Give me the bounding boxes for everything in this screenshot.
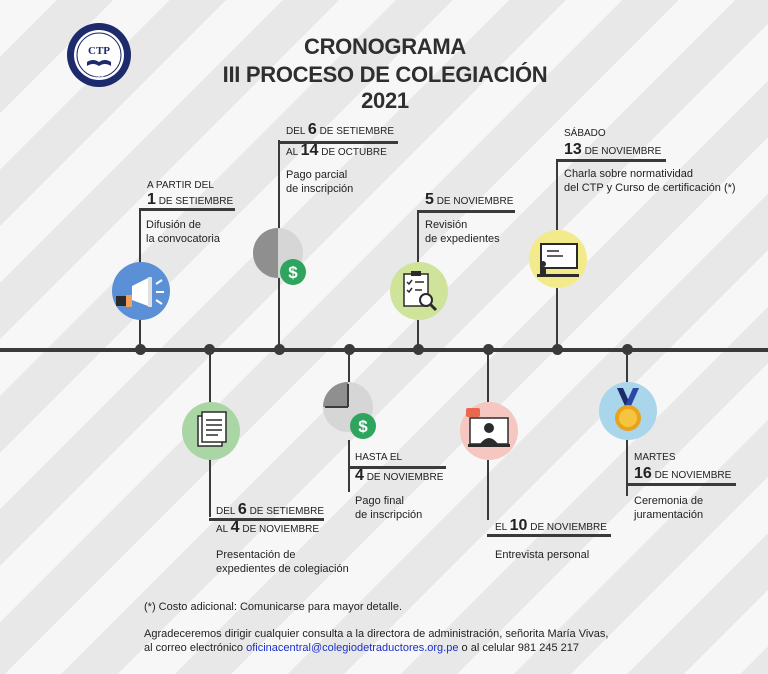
event-7-date: 13 DE NOVIEMBRE [564,141,662,158]
event-6-connector-top [487,352,489,402]
footer-contact-post: o al celular 981 245 217 [461,642,579,654]
event-4-date: 4 DE NOVIEMBRE [355,467,444,484]
event-1-date [147,192,233,210]
footer-note: (*) Costo adicional: Comunicarse para mayor detalle. [144,601,403,613]
footer-contact-pre: al correo electrónico [144,642,244,654]
svg-text:$: $ [288,263,298,282]
event-5-desc-1: Revisión [425,219,468,231]
event-2-date-start: DEL 6 DE SETIEMBRE [216,501,325,518]
event-8-connector-top [626,352,628,382]
event-5-date: 5 DE NOVIEMBRE [425,191,514,208]
event-6-desc: Entrevista personal [495,549,590,561]
event-2-date-end: AL 4 DE NOVIEMBRE [216,519,320,536]
footer-contact-line-2 [144,642,579,654]
contact-email-link[interactable]: oficinacentral@colegiodetraductores.org.pe [246,642,459,654]
event-6-date: EL 10 DE NOVIEMBRE [495,517,607,534]
ctp-logo [66,22,132,88]
event-8-desc-1: Ceremonia de [634,495,704,507]
event-7-desc-1: Charla sobre normatividad [564,168,694,180]
event-7-underline [556,159,666,162]
event-8-date: 16 DE NOVIEMBRE [634,465,732,482]
dollar-final-icon [321,380,381,440]
event-3-date-start: DEL 6 DE SETIEMBRE [286,121,395,138]
event-5-connector-bottom [417,320,419,348]
event-7-desc-2: del CTP y Curso de certificación (*) [564,182,736,194]
event-4-pre: HASTA EL [355,452,403,463]
event-4-desc-1: Pago final [355,495,404,507]
title-line-1: CRONOGRAMA [304,34,466,59]
megaphone-icon [112,262,170,320]
event-5-underline [417,210,515,213]
checklist-search-icon [390,262,448,320]
event-2-desc-1: Presentación de [216,549,296,561]
document-icon [182,402,240,460]
event-1-day: 1 [147,191,156,208]
event-3-desc-1: Pago parcial [286,169,348,181]
footer-contact-line-1: Agradeceremos dirigir cualquier consulta a la directora de administración, señorita María Vivas, [144,628,609,640]
event-1-desc-1: Difusión de [146,219,202,231]
event-1-desc-2: la convocatoria [146,233,220,245]
event-5-desc-2: de expedientes [425,233,500,245]
event-8-connector-bottom [626,440,628,496]
event-7-connector-top [556,160,558,230]
logo-year: 1996 [93,75,105,81]
event-6-connector-bottom [487,460,489,520]
event-7-pre: SÁBADO [564,128,606,139]
event-3-desc-2: de inscripción [286,183,354,195]
logo-letters: CTP [88,45,110,57]
interview-icon [460,402,518,460]
event-8-underline [626,483,736,486]
event-8-desc-2: juramentación [634,509,704,521]
event-2-desc-2: expedientes de colegiación [216,563,349,575]
dollar-partial-icon [251,226,311,286]
timeline-axis [0,348,768,352]
event-4-desc-2: de inscripción [355,509,423,521]
event-1-month: DE SETIEMBRE [158,196,234,207]
title-line-2: III PROCESO DE COLEGIACIÓN 2021 [222,62,548,113]
presentation-icon [529,230,587,288]
event-5-connector-top [417,212,419,262]
medal-icon [599,382,657,440]
event-8-pre: MARTES [634,452,676,463]
event-4-connector-top [348,352,350,382]
event-3-date-end: AL 14 DE OCTUBRE [286,142,387,159]
event-7-connector-bottom [556,288,558,348]
event-1-pre: A PARTIR DEL [147,180,214,191]
svg-text:$: $ [358,417,368,436]
